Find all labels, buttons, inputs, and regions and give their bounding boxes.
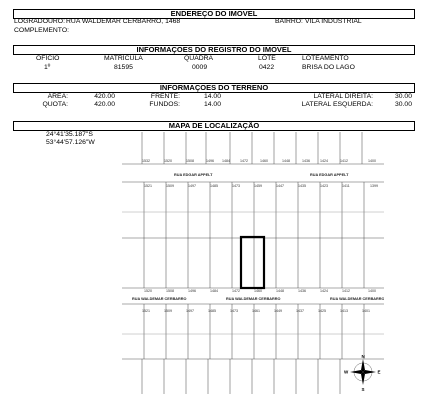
quota-label: QUOTA:: [42, 101, 68, 108]
street-label: RUA WALDEMAR CERBARRO: [132, 297, 187, 301]
lot-number: 1509: [166, 184, 174, 188]
lot-number: 1400: [368, 159, 376, 163]
lot-number: 1520: [164, 159, 172, 163]
lot-number: 1449: [274, 309, 282, 313]
lot-number: 1497: [186, 309, 194, 313]
lot-number: 1425: [318, 309, 326, 313]
lot-number: 1508: [166, 289, 174, 293]
lot-number: 1436: [302, 159, 310, 163]
registry-val-lote: 0422: [259, 64, 275, 71]
lot-number: 1400: [368, 289, 376, 293]
street-label: RUA WALDEMAR CERBARRO: [330, 297, 384, 301]
lot-number: 1460: [254, 289, 262, 293]
lateral-direita-label: LATERAL DIREITA:: [313, 93, 373, 100]
lot-number: 1411: [342, 184, 350, 188]
complemento-label: COMPLEMENTO:: [14, 27, 70, 34]
lot-number: 1485: [208, 309, 216, 313]
registry-col-loteamento: LOTEAMENTO: [302, 55, 349, 62]
frente-value: 14.00: [203, 93, 221, 100]
lot-number: 1448: [276, 289, 284, 293]
fundos-value: 14.00: [203, 101, 221, 108]
lot-number: 1473: [230, 309, 238, 313]
lot-number: 1472: [240, 159, 248, 163]
compass-w: W: [344, 369, 349, 375]
lot-number: 1497: [188, 184, 196, 188]
lot-number: 1485: [210, 184, 218, 188]
location-map[interactable]: [122, 132, 384, 394]
map-background: [122, 132, 384, 394]
registry-col-matricula: MATRÍCULA: [104, 55, 143, 62]
area-label: ÁREA:: [47, 93, 68, 100]
logradouro-value: RUA WALDEMAR CERBARRO, 1468: [66, 18, 181, 25]
map-latitude: 24°41'35.187"S: [46, 131, 93, 138]
registry-val-quadra: 0009: [192, 64, 208, 71]
lot-number: 1484: [210, 289, 218, 293]
lateral-direita-value: 30.00: [394, 93, 412, 100]
lot-number: 1532: [142, 159, 150, 163]
lot-number: 1436: [298, 289, 306, 293]
land-header: INFORMAÇOES DO TERRENO: [13, 83, 415, 93]
lot-number: 1496: [188, 289, 196, 293]
lot-number: 1437: [296, 309, 304, 313]
lot-number: 1413: [340, 309, 348, 313]
lot-number: 1461: [252, 309, 260, 313]
lot-number: 1424: [320, 159, 328, 163]
compass-e: E: [377, 369, 381, 375]
lot-number: 1447: [276, 184, 284, 188]
lot-number: 1448: [282, 159, 290, 163]
map-longitude: 53°44'57.126"W: [46, 139, 95, 146]
frente-label: FRENTE:: [150, 93, 180, 100]
logradouro-label: LOGRADOURO:: [14, 18, 65, 25]
address-header: ENDEREÇO DO IMOVEL: [13, 9, 415, 19]
lateral-esquerda-value: 30.00: [394, 101, 412, 108]
registry-col-oficio: OFÍCIO: [36, 55, 60, 62]
lot-number: 1424: [320, 289, 328, 293]
lot-number: 1521: [144, 184, 152, 188]
compass-n: N: [361, 354, 365, 359]
lot-number: 1401: [362, 309, 370, 313]
lot-number: 1423: [320, 184, 328, 188]
street-label: RUA EDGAR APPELT: [310, 173, 349, 177]
bairro-label: BAIRRO:: [275, 18, 303, 25]
lot-number: 1509: [164, 309, 172, 313]
quota-value: 420.00: [94, 101, 115, 108]
fundos-label: FUNDOS:: [149, 101, 180, 108]
map-header: MAPA DE LOCALIZAÇÃO: [13, 121, 415, 131]
lot-number: 1399: [370, 184, 378, 188]
compass-s: S: [361, 387, 365, 392]
lot-number: 1412: [342, 289, 350, 293]
registry-val-matricula: 81595: [114, 64, 133, 71]
lot-number: 1472: [232, 289, 240, 293]
area-value: 420.00: [94, 93, 115, 100]
lot-number: 1508: [186, 159, 194, 163]
lot-number: 1460: [260, 159, 268, 163]
lot-number: 1496: [206, 159, 214, 163]
lot-number: 1459: [254, 184, 262, 188]
lot-number: 1412: [340, 159, 348, 163]
registry-header: INFORMAÇOES DO REGISTRO DO IMOVEL: [13, 45, 415, 55]
street-label: RUA WALDEMAR CERBARRO: [226, 297, 281, 301]
lot-number: 1520: [144, 289, 152, 293]
lot-number: 1484: [222, 159, 230, 163]
registry-val-oficio: 1º: [44, 64, 51, 71]
street-label: RUA EDGAR APPELT: [174, 173, 213, 177]
lateral-esquerda-label: LATERAL ESQUERDA:: [301, 101, 373, 108]
registry-col-quadra: QUADRA: [184, 55, 214, 62]
lot-number: 1521: [142, 309, 150, 313]
bairro-value: VILA INDUSTRIAL: [305, 18, 362, 25]
lot-number: 1435: [298, 184, 306, 188]
lot-number: 1473: [232, 184, 240, 188]
registry-val-loteamento: BRISA DO LAGO: [302, 64, 355, 71]
registry-col-lote: LOTE: [258, 55, 276, 62]
